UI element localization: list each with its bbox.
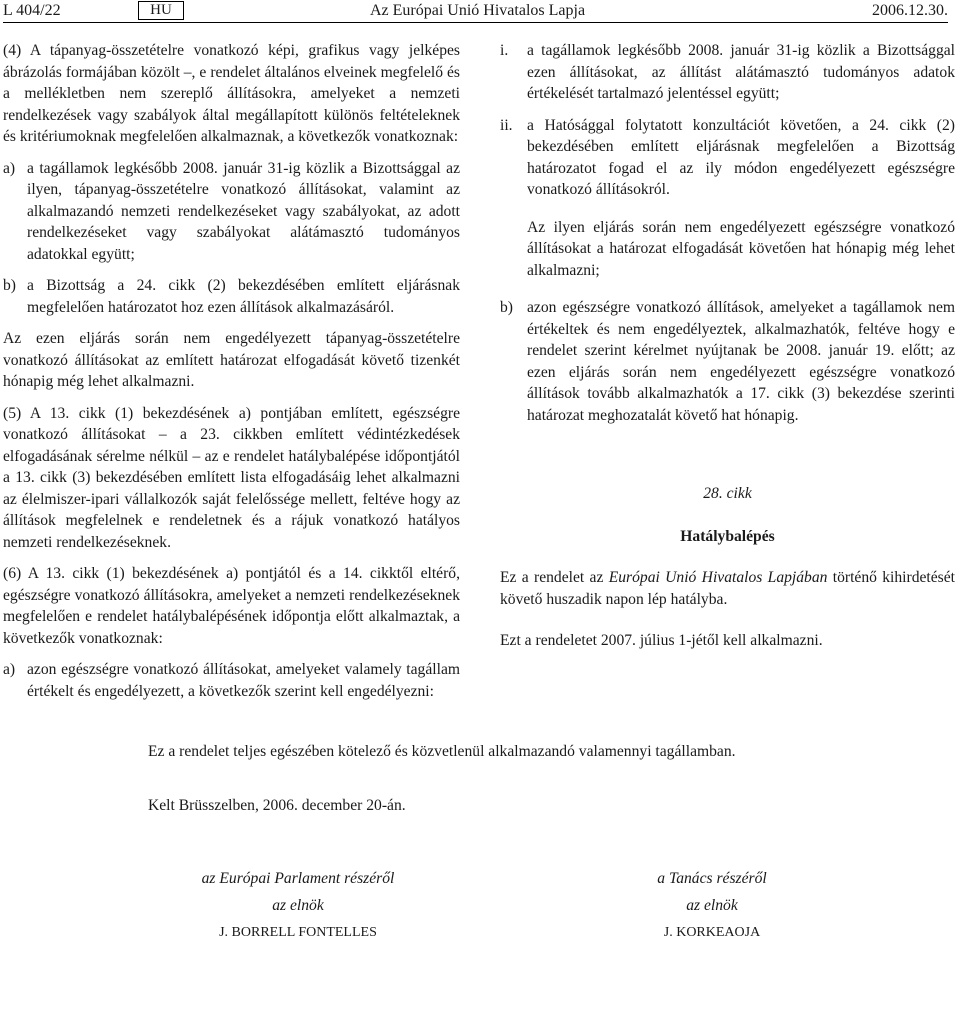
entry-journal-name: Európai Unió Hivatalos Lapjában (608, 569, 828, 586)
point-i-text: a tagállamok legkésőbb 2008. január 31-ig közlik a Bizottsággal ezen állításokat, az állítást alátámasztó tudományos adatok értékelését tartalmazó jelentéssel együtt; (527, 42, 955, 102)
point-i (500, 40, 955, 105)
point-b-health (500, 297, 955, 426)
paragraph-6: (6) A 13. cikk (1) bekezdésének a) pontjától és a 14. cikktől eltérő, egészségre vonatkozó állításokra, amelyeket a nemzeti rendelkezéseknek megfelelően e rendelet hatálybalépésének időpontja előtt alkalmaztak, a következők vonatkoznak: (3, 565, 460, 647)
point-b (3, 275, 460, 318)
page-number: L 404/22 (3, 2, 61, 19)
journal-title: Az Európai Unió Hivatalos Lapja (370, 2, 586, 19)
entry-text-pre: Ez a rendelet az (500, 569, 609, 586)
binding-statement: Ez a rendelet teljes egészében kötelező és közvetlenül alkalmazandó valamennyi tagállamban. (148, 743, 736, 760)
application-date: Ezt a rendeletet 2007. július 1-jétől kell alkalmazni. (500, 632, 823, 649)
signatory-name: J. KORKEAOJA (663, 925, 761, 940)
point-ii-text: a Hatósággal folytatott konzultációt követően, a 24. cikk (2) bekezdésében említett eljárásnak megfelelően a Bizottság határozatot fogad el az ily módon engedélyezett egészségre vonatkozó állításokról. (527, 116, 955, 198)
point-b-health-label: b) (500, 299, 513, 316)
signatory-body: az Európai Parlament részéről (201, 870, 395, 887)
signatory-role: az elnök (686, 897, 738, 914)
left-column (3, 40, 460, 702)
paragraph-after-b: Az ezen eljárás során nem engedélyezett tápanyag-összetételre vonatkozó állításokat az említett határozat elfogadását követő tizenkét hónapig még lehet alkalmazni. (3, 330, 460, 390)
point-ii-label: ii. (500, 116, 513, 134)
point-b-text: a Bizottság a 24. cikk (2) bekezdésében említett eljárásnak megfelelően határozatot hoz ezen állítások alkalmazásáról. (27, 277, 460, 316)
signatory-name: J. BORRELL FONTELLES (219, 925, 377, 940)
signature-parliament (188, 868, 408, 943)
point-a-health-label: a) (3, 661, 16, 678)
language-badge: HU (138, 1, 184, 20)
signatory-role: az elnök (272, 897, 324, 914)
point-a-health (3, 659, 460, 702)
done-at: Kelt Brüsszelben, 2006. december 20-án. (148, 797, 406, 814)
signatory-body: a Tanács részéről (657, 870, 767, 887)
entry-text-post: történő kihirdetését követő huszadik napon lép hatályba. (500, 569, 956, 608)
point-a-health-text: azon egészségre vonatkozó állításokat, amelyeket valamely tagállam értékelt és engedélyezett, a következők szerint kell engedélyezni: (27, 661, 460, 700)
entry-into-force (500, 567, 955, 610)
paragraph-5: (5) A 13. cikk (1) bekezdésének a) pontjában említett, egészségre vonatkozó állításokat – a 23. cikkben említett védintézkedések elfogadásának sérelme nélkül – az e rendelet hatálybalépése időpontjától a 13. cikk (3) bekezdésében említett lista elfogadásáig lehet alkalmazni az élelmiszer-ipari vállalkozók saját felelőssége mellett, feltéve hogy az állítások megfelelnek e rendeletnek és a rájuk vonatkozó hatályos nemzeti rendelkezéseknek. (3, 404, 460, 551)
page-header (3, 0, 948, 23)
article-title: Hatálybalépés (680, 527, 775, 545)
article-number: 28. cikk (703, 485, 752, 502)
paragraph-4: (4) A tápanyag-összetételre vonatkozó képi, grafikus vagy jelképes ábrázolás formájában közölt –, e rendelet általános elveinek megfelelő és a mellékletben nem szereplő állításokra, amelyeket a nemzeti rendelkezések vagy szabályok által megállapított különös feltételeknek és kritériumoknak megfelelően alkalmaznak, a következők vonatkoznak: (3, 42, 460, 145)
point-ii (500, 115, 955, 201)
point-a-text: a tagállamok legkésőbb 2008. január 31-ig közlik a Bizottsággal az ilyen, tápanyag-összetételre vonatkozó állításokat, valamint az alkalmazandó nemzeti rendelkezéseket vagy szabályokat, az adott rendelkezéseket vagy szabályokat alátámasztó tudományos adatokkal együtt; (27, 159, 460, 263)
paragraph-after-ii: Az ilyen eljárás során nem engedélyezett egészségre vonatkozó állításokat a határozat elfogadását követően hat hónapig még lehet alkalmazni; (527, 218, 955, 279)
point-a (3, 158, 460, 266)
point-b-health-text: azon egészségre vonatkozó állítások, amelyeket a tagállamok nem értékeltek és nem engedélyeztek, alkalmazhatók, feltéve hogy e rendelet szerint kérelmet nyújtanak be 2008. január 19. előtt; az ezen eljárás során nem engedélyezett egészségre vonatkozó állítások tovább alkalmazhatók a 17. cikk (3) bekezdése szerinti határozat meghozatalát követő hat hónapig. (527, 299, 955, 424)
publication-date: 2006.12.30. (872, 2, 948, 19)
signature-council (612, 868, 812, 943)
right-column (500, 40, 955, 652)
point-b-label: b) (3, 277, 16, 294)
point-i-label: i. (500, 42, 509, 59)
point-a-label: a) (3, 159, 16, 177)
